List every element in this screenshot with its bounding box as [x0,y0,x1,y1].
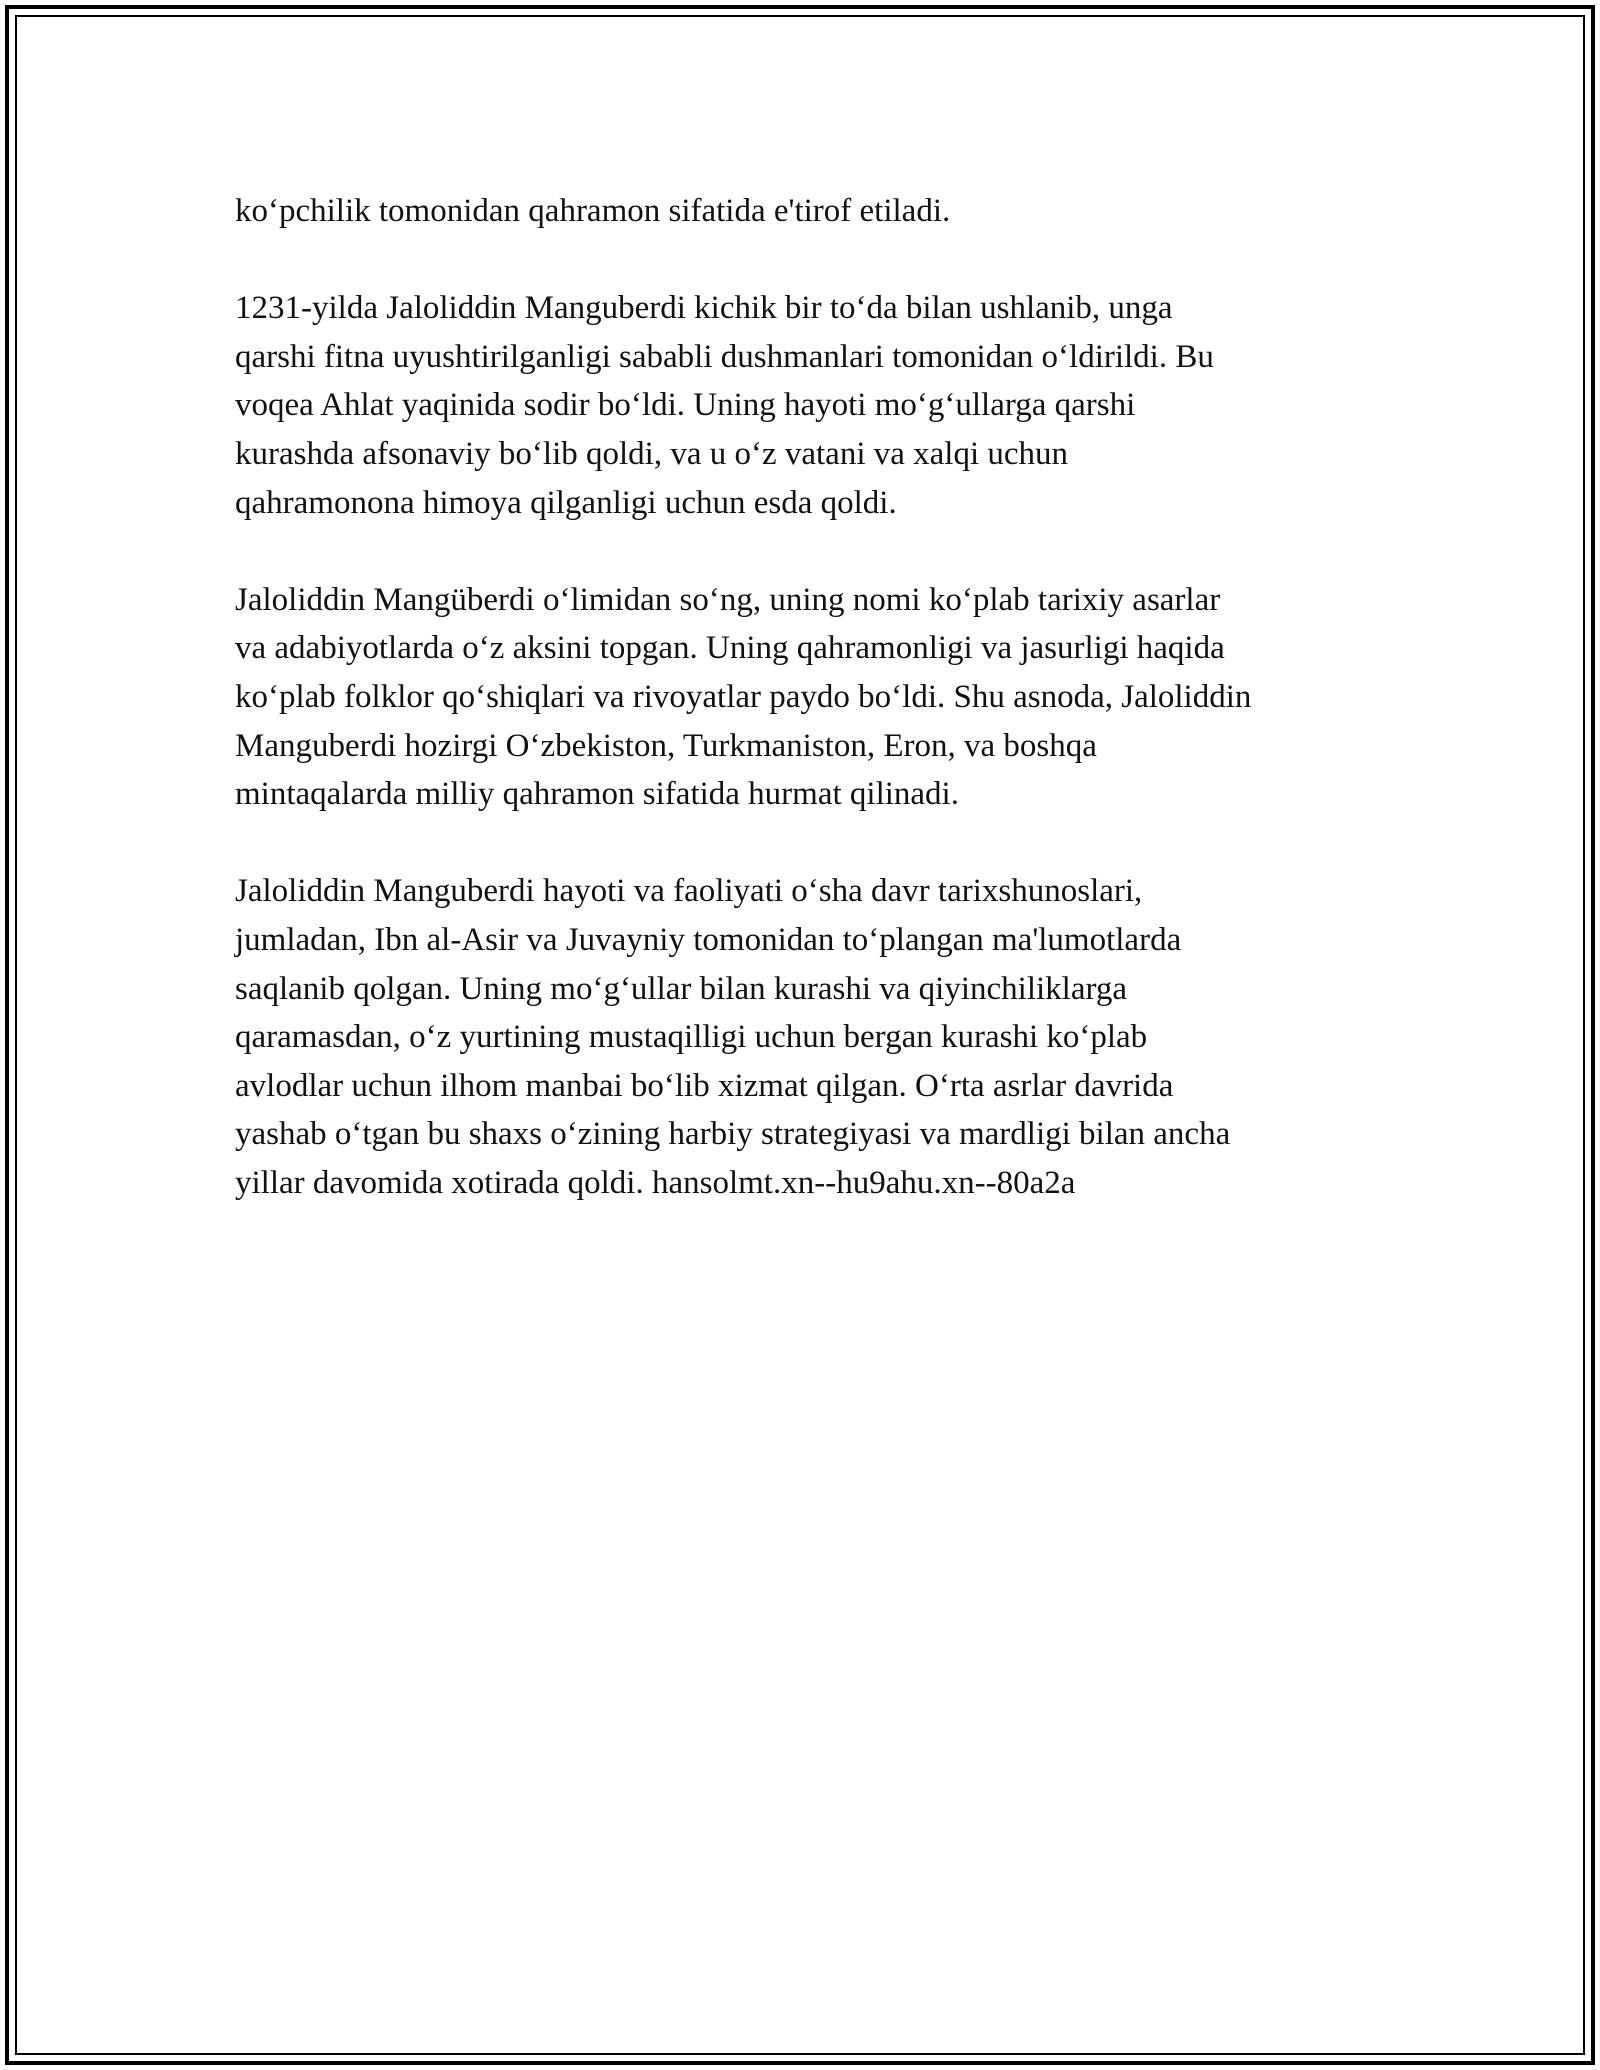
document-body [235,187,1370,1256]
paragraph-3: Jaloliddin Mangüberdi oʻlimidan soʻng, uning nomi koʻplab tarixiy asarlar va adabiyotlarda oʻz aksini topgan. Uning qahramonligi va jasurligi haqida koʻplab folklor qoʻshiqlari va rivoyatlar paydo boʻldi. Shu asnoda, Jaloliddin Manguberdi hozirgi Oʻzbekiston, Turkmaniston, Eron, va boshqa mintaqalarda milliy qahramon sifatida hurmat qilinadi. [235,581,1252,813]
paragraph-2: 1231-yilda Jaloliddin Manguberdi kichik bir toʻda bilan ushlanib, unga qarshi fitna uyushtirilganligi sababli dushmanlari tomonidan oʻldirildi. Bu voqea Ahlat yaqinida sodir boʻldi. Uning hayoti moʻgʻullarga qarshi kurashda afsonaviy boʻlib qoldi, va u oʻz vatani va xalqi uchun qahramonona himoya qilganligi uchun esda qoldi. [235,290,1214,521]
paragraph-4: Jaloliddin Manguberdi hayoti va faoliyati oʻsha davr tarixshunoslari, jumladan, Ibn al-Asir va Juvayniy tomonidan toʻplangan ma'lumotlarda saqlanib qolgan. Uning moʻgʻullar bilan kurashi va qiyinchiliklarga qaramasdan, oʻz yurtining mustaqilligi uchun bergan kurashi koʻplab avlodlar uchun ilhom manbai boʻlib xizmat qilgan. Oʻrta asrlar davrida yashab oʻtgan bu shaxs oʻzining harbiy strategiyasi va mardligi bilan ancha yillar davomida xotirada qoldi. hansolmt.xn--hu9ahu.xn--80a2a [235,873,1231,1201]
paragraph-1: koʻpchilik tomonidan qahramon sifatida e'tirof etiladi. [235,193,951,229]
